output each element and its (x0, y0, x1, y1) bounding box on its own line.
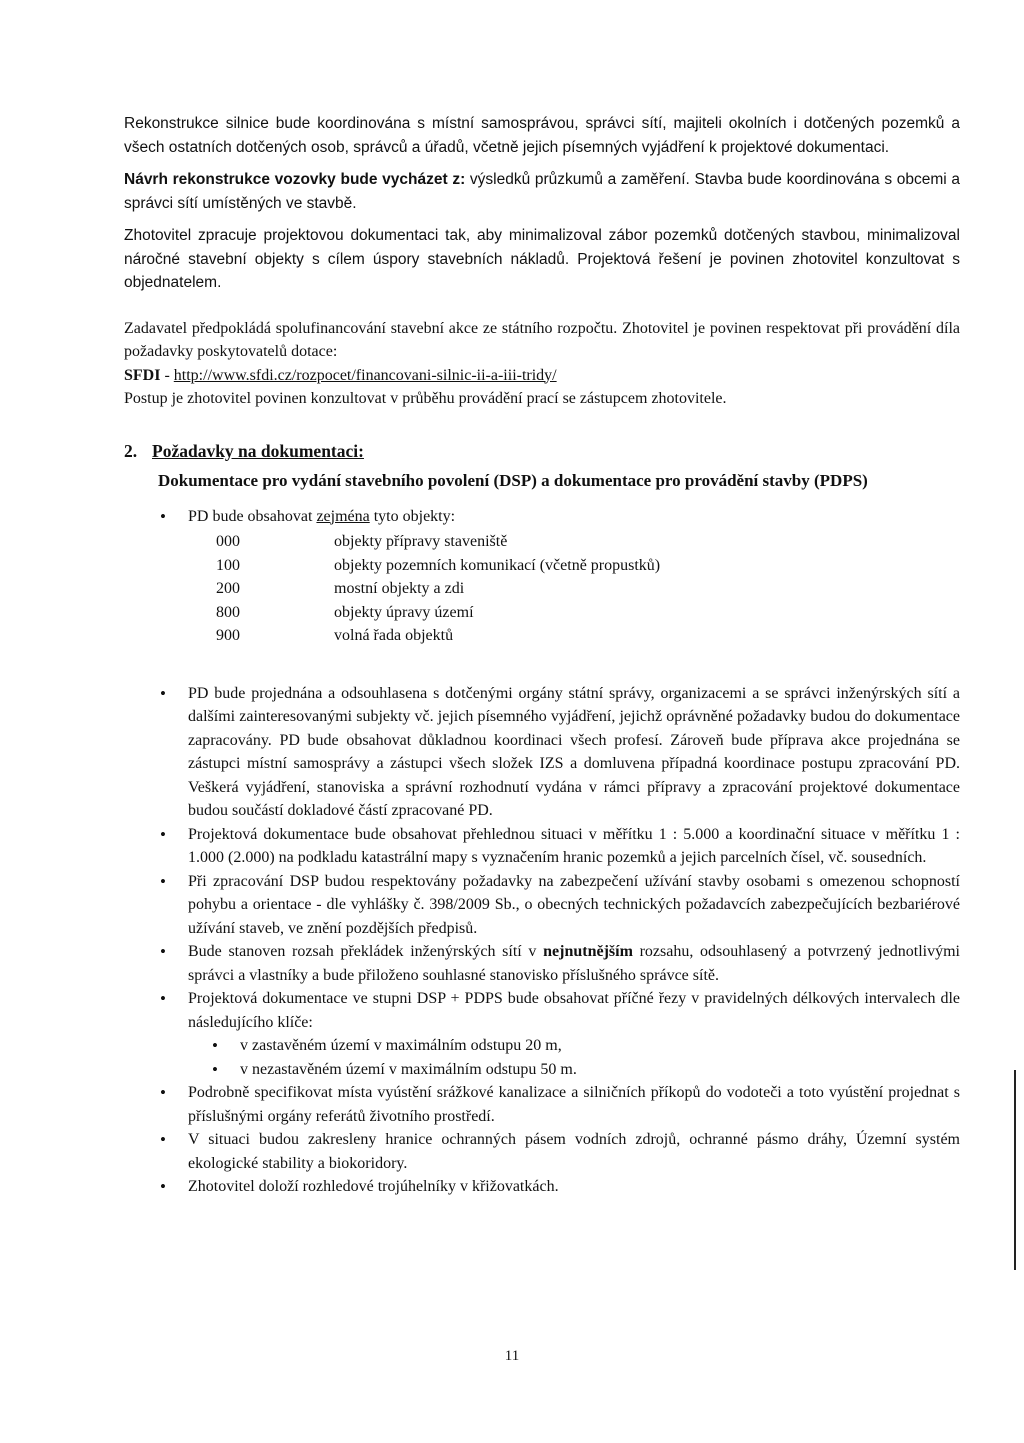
page-number: 11 (504, 1348, 520, 1364)
object-desc: volná řada objektů (334, 627, 454, 644)
list-item (160, 987, 960, 1081)
table-row (216, 577, 660, 601)
section-title: Požadavky na dokumentaci: (152, 440, 364, 461)
objects-intro-after: tyto objekty: (369, 507, 456, 525)
table-row (216, 530, 660, 554)
list-item: • Při zpracování DSP budou respektovány požadavky na zabezpečení užívání stavby osobami s omezenou schopností pohybu a orientace - dle vyhlášky č. 398/2009 Sb., o obecných technických požadavcích zabezpečujících bezbariérové užívání staveb, ve znění pozdějších předpisů. (160, 870, 960, 941)
b4-after: rozsahu, odsouhlasený a potvrzený jednotlivými správci a vlastníky a bude přiloženo souhlasné stanovisko příslušného správce sítě. (188, 943, 960, 984)
section-subtitle: Dokumentace pro vydání stavebního povolení (DSP) a dokumentace pro provádění stavby (PDPS) (158, 470, 868, 490)
list-item: • Podrobně specifikovat místa vyústění srážkové kanalizace a silničních příkopů do vodoteči a toto vyústění projednat s příslušnými orgány referátů životního prostředí. (160, 1081, 960, 1128)
object-desc: objekty přípravy staveniště (334, 533, 508, 550)
scan-edge-line (1014, 1070, 1016, 1270)
list-item: • Projektová dokumentace bude obsahovat přehlednou situaci v měřítku 1 : 5.000 a koordinační situace v měřítku 1 : 1.000 (2.000) na podkladu katastrální mapy s vyznačením hranic pozemků a jejich parcelních čísel, vč. sousedních. (160, 823, 960, 870)
funding-paragraph: Zadavatel předpokládá spolufinancování stavební akce ze státního rozpočtu. Zhotovitel je povinen respektovat při provádění díla požadavky poskytovatelů dotace: (124, 319, 960, 360)
object-code: 000 (216, 533, 240, 550)
table-row (216, 624, 660, 648)
table-row (216, 554, 660, 578)
sfdi-line (124, 364, 960, 388)
object-code: 900 (216, 627, 240, 644)
list-item: • PD bude projednána a odsouhlasena s dotčenými orgány státní správy, organizacemi a se správci inženýrských sítí a dalšími zainteresovanými subjekty vč. jejich písemného vyjádření, jejichž oprávněné požadavky budou do dokumentace zapracovány. PD bude obsahovat důkladnou koordinaci všech profesí. Zároveň bude příprava akce projednána se zástupci místní samosprávy a zástupci všech složek IZS a domluvena případná koordinace postupu zpracování PD. Veškerá vyjádření, stanoviska a správní rozhodnutí vydána v rámci přípravy a zpracování projektové dokumentace budou součástí dokladové částí zpracované PD. (160, 682, 960, 823)
intro-paragraph-2 (124, 168, 960, 215)
sub-list-item: • v zastavěném území v maximálním odstupu 20 m, (212, 1034, 960, 1058)
intro-paragraph-2-rest: výsledků průzkumů a zaměření. Stavba bude koordinována s obcemi a správci sítí umístěných ve stavbě. (124, 171, 960, 212)
sfdi-link[interactable]: http://www.sfdi.cz/rozpocet/financovani-silnic-ii-a-iii-tridy/ (173, 366, 557, 384)
sfdi-separator: - (160, 366, 174, 384)
object-desc: objekty úpravy území (334, 603, 474, 621)
funding-consult-paragraph: Postup je zhotovitel povinen konzultovat v průběhu provádění prací se zástupcem zhotovitele. (124, 390, 727, 407)
list-item: • V situaci budou zakresleny hranice ochranných pásem vodních zdrojů, ochranné pásmo dráhy, Územní systém ekologické stability a biokoridory. (160, 1128, 960, 1175)
b5-text: Projektová dokumentace ve stupni DSP + PDPS bude obsahovat příčné řezy v pravidelných délkových intervalech dle následujícího klíče: (188, 990, 960, 1031)
objects-intro-before: PD bude obsahovat (188, 507, 317, 525)
sub-list (188, 1034, 960, 1081)
b4-before: Bude stanoven rozsah překládek inženýrských sítí v (188, 943, 544, 960)
intro-paragraph-1: Rekonstrukce silnice bude koordinována s místní samosprávou, správci sítí, majiteli okolních i dotčených pozemků a všech ostatních dotčených osob, správců a úřadů, včetně jejich písemných vyjádření k projektové dokumentaci. (124, 115, 960, 156)
sub-list-item: • v nezastavěném území v maximálním odstupu 50 m. (212, 1058, 960, 1082)
objects-intro-underlined: zejména (316, 507, 370, 525)
object-code: 200 (216, 580, 240, 597)
intro-paragraph-2-bold: Návrh rekonstrukce vozovky bude vycházet z: (124, 171, 466, 188)
requirements-list (124, 505, 960, 1199)
section-number: 2. (124, 440, 138, 461)
section-heading (124, 441, 960, 462)
b4-bold: nejnutnějším (543, 943, 633, 960)
intro-paragraph-3: Zhotovitel zpracuje projektovou dokumentaci tak, aby minimalizoval zábor pozemků dotčených stavbou, minimalizoval náročné stavební objekty s cílem úspory stavebních nákladů. Projektová řešení je povinen zhotovitel konzultovat s objednatelem. (124, 227, 960, 291)
list-item-objects (160, 505, 960, 682)
object-code: 100 (216, 556, 240, 574)
objects-table (216, 530, 660, 648)
sfdi-label: SFDI (124, 366, 161, 384)
object-desc: objekty pozemních komunikací (včetně propustků) (334, 556, 661, 574)
table-row (216, 601, 660, 625)
list-item: • Zhotovitel doloží rozhledové trojúhelníky v křižovatkách. (160, 1175, 960, 1199)
object-desc: mostní objekty a zdi (334, 580, 465, 597)
list-item (160, 940, 960, 987)
document-page (124, 112, 960, 1199)
object-code: 800 (216, 603, 240, 621)
